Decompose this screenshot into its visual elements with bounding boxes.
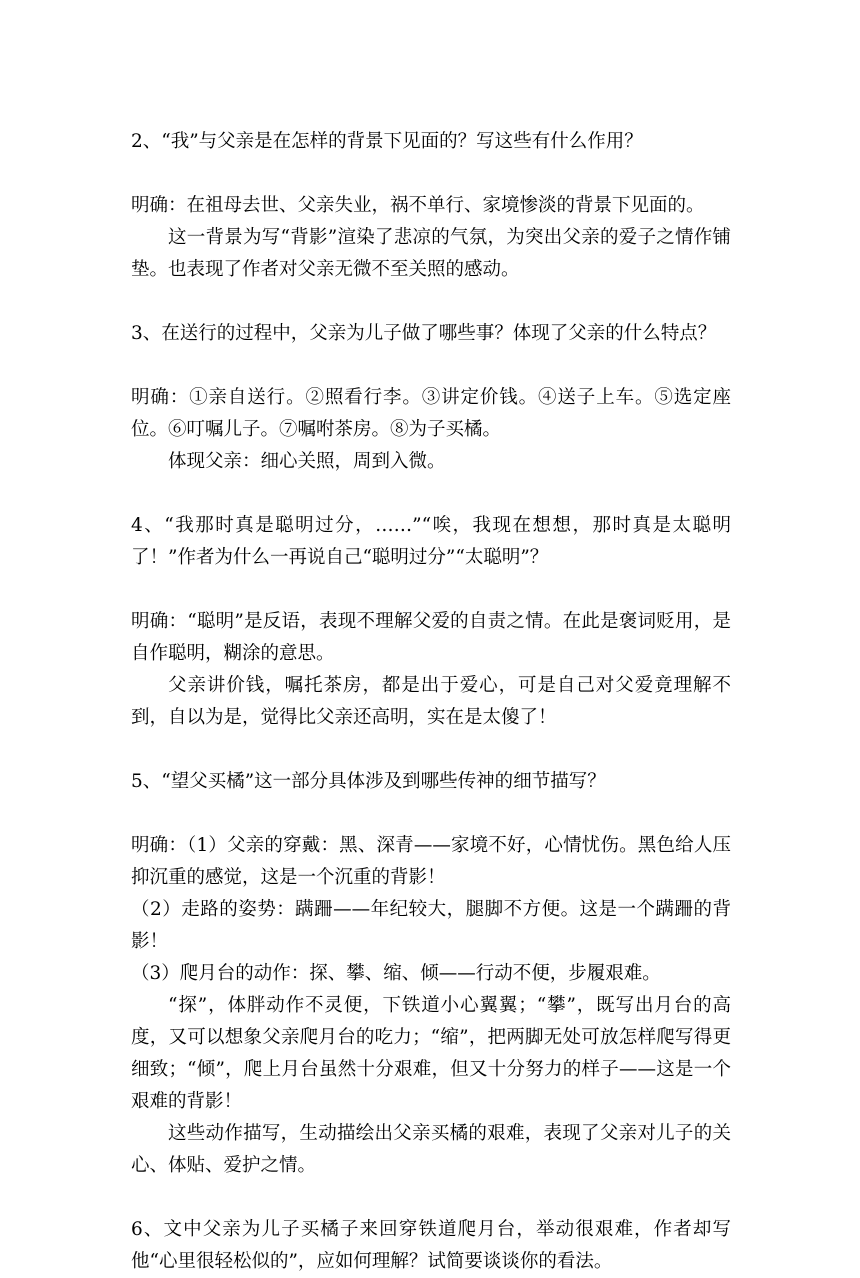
answer-5-intro: 明确：（1）父亲的穿戴：黑、深青——家境不好，心情忧伤。黑色给人压抑沉重的感觉，这是一个沉重的背影！ xyxy=(131,835,731,888)
question-3: 3、在送行的过程中，父亲为儿子做了哪些事？体现了父亲的什么特点？ xyxy=(131,323,717,344)
answer-5-analysis: “探”，体胖动作不灵便，下铁道小心翼翼；“攀”，既写出月台的高度，又可以想象父亲爬月台的吃力；“缩”，把两脚无处可放怎样爬写得更细致；“倾”，爬上月台虽然十分艰难，但又十分努力的样子——这是一个艰难的背影！ xyxy=(131,995,731,1112)
question-5: 5、“望父买橘”这一部分具体涉及到哪些传神的细节描写？ xyxy=(131,771,606,792)
answer-5-point-2: （2）走路的姿势：蹒跚——年纪较大，腿脚不方便。这是一个蹒跚的背影！ xyxy=(131,899,731,952)
document-body xyxy=(131,126,731,1278)
answer-4-detail: 父亲讲价钱，嘱托茶房，都是出于爱心，可是自己对父爱竟理解不到，自以为是，觉得比父亲还高明，实在是太傻了！ xyxy=(131,675,731,728)
answer-5-point-3: （3）爬月台的动作：探、攀、缩、倾——行动不便，步履艰难。 xyxy=(131,963,661,984)
answer-4-intro: 明确：“聪明”是反语，表现不理解父爱的自责之情。在此是褒词贬用，是自作聪明，糊涂的意思。 xyxy=(131,611,731,664)
question-2: 2、“我”与父亲是在怎样的背景下见面的？写这些有什么作用？ xyxy=(131,131,643,152)
question-4: 4、“我那时真是聪明过分，……”“唉，我现在想想，那时真是太聪明了！”作者为什么一再说自己“聪明过分”“太聪明”？ xyxy=(131,515,731,568)
answer-2-intro: 明确：在祖母去世、父亲失业，祸不单行、家境惨淡的背景下见面的。 xyxy=(131,195,705,216)
answer-5-summary: 这些动作描写，生动描绘出父亲买橘的艰难，表现了父亲对儿子的关心、体贴、爱护之情。 xyxy=(131,1123,731,1176)
answer-3-detail: 体现父亲：细心关照，周到入微。 xyxy=(168,451,446,472)
answer-3-intro: 明确：①亲自送行。②照看行李。③讲定价钱。④送子上车。⑤选定座位。⑥叮嘱儿子。⑦嘱咐茶房。⑧为子买橘。 xyxy=(131,387,731,440)
question-6: 6、文中父亲为儿子买橘子来回穿铁道爬月台，举动很艰难，作者却写他“心里很轻松似的”，应如何理解？试简要谈谈你的看法。 xyxy=(131,1219,731,1272)
answer-2-detail: 这一背景为写“背影”渲染了悲凉的气氛，为突出父亲的爱子之情作铺垫。也表现了作者对父亲无微不至关照的感动。 xyxy=(131,227,731,280)
